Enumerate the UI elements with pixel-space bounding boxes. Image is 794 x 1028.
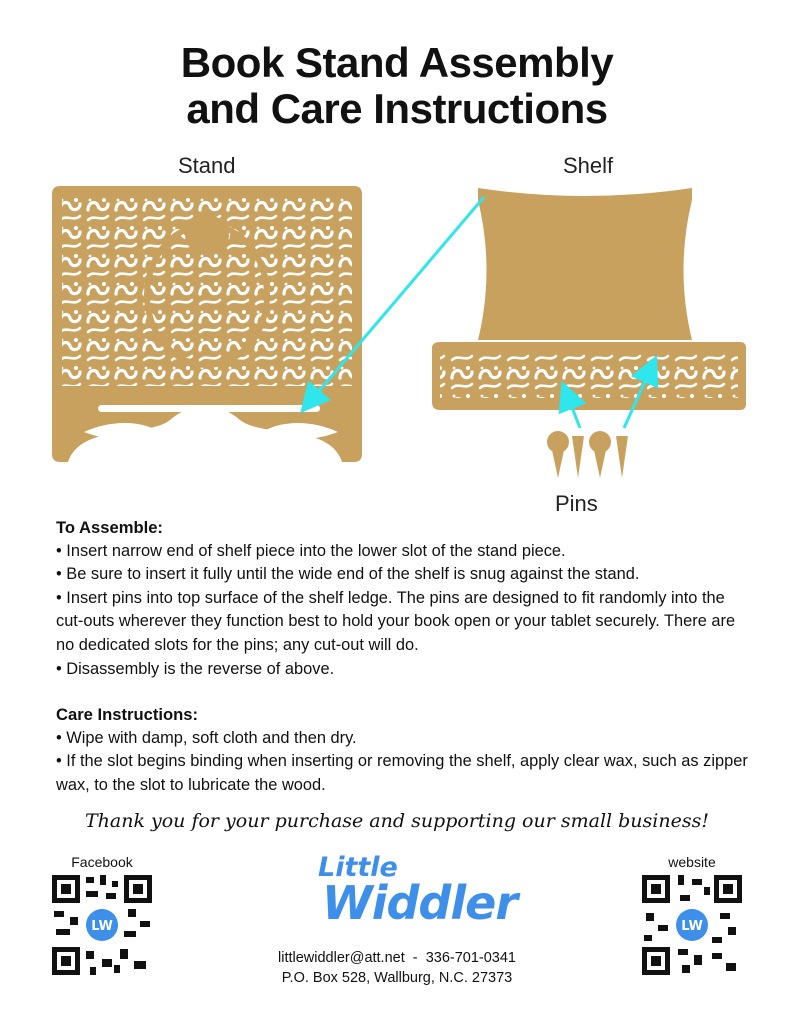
facebook-label: Facebook <box>71 854 133 870</box>
assemble-item: • Disassembly is the reverse of above. <box>56 659 335 678</box>
pin-icon <box>547 431 569 478</box>
shelf-piece <box>432 188 746 410</box>
website-label: website <box>668 854 716 870</box>
stand-label: Stand <box>178 153 236 178</box>
assemble-item: • Be sure to insert it fully until the wide end of the shelf is snug against the stand. <box>56 565 640 584</box>
care-item: • Wipe with damp, soft cloth and then dry. <box>56 728 357 747</box>
logo-line-2: Widdler <box>322 876 518 930</box>
little-widdler-logo <box>300 852 518 936</box>
qr-badge-text: LW <box>681 919 703 934</box>
stand-slot <box>98 405 320 412</box>
title-line-2: and Care Instructions <box>186 85 608 132</box>
shelf-filigree <box>440 352 738 398</box>
pin-icon <box>616 436 628 478</box>
pins-label: Pins <box>555 491 598 516</box>
assemble-heading: To Assemble: <box>56 518 163 537</box>
pin-icon <box>589 431 611 478</box>
care-item: • If the slot begins binding when inserting or removing the shelf, apply clear wax, such as zipper wax, to the slot to lubricate the wood. <box>56 752 748 794</box>
shelf-label: Shelf <box>563 153 614 178</box>
pin-icon <box>572 436 584 478</box>
stand-flower-ornament <box>185 215 229 255</box>
stand-piece <box>52 186 362 462</box>
assemble-item: • Insert narrow end of shelf piece into the lower slot of the stand piece. <box>56 541 566 560</box>
assemble-item: • Insert pins into top surface of the shelf ledge. The pins are designed to fit randomly into the cut-outs wherever they function best to hold your book open or your tablet securely. There are no dedicated slots for the pins; any cut-out will do. <box>56 588 736 654</box>
contact-info <box>0 948 794 988</box>
care-heading: Care Instructions: <box>56 705 198 725</box>
contact-email-phone: littlewiddler@att.net - 336-701-0341 <box>278 950 516 966</box>
logo-line-1: Little <box>318 852 398 883</box>
instructions <box>56 516 756 798</box>
title-line-1: Book Stand Assembly <box>180 39 614 86</box>
thank-you-message: Thank you for your purchase and supporting our small business! <box>84 810 709 832</box>
contact-address: P.O. Box 528, Wallburg, N.C. 27373 <box>281 970 513 986</box>
pins <box>547 431 628 478</box>
qr-badge-text: LW <box>91 919 113 934</box>
